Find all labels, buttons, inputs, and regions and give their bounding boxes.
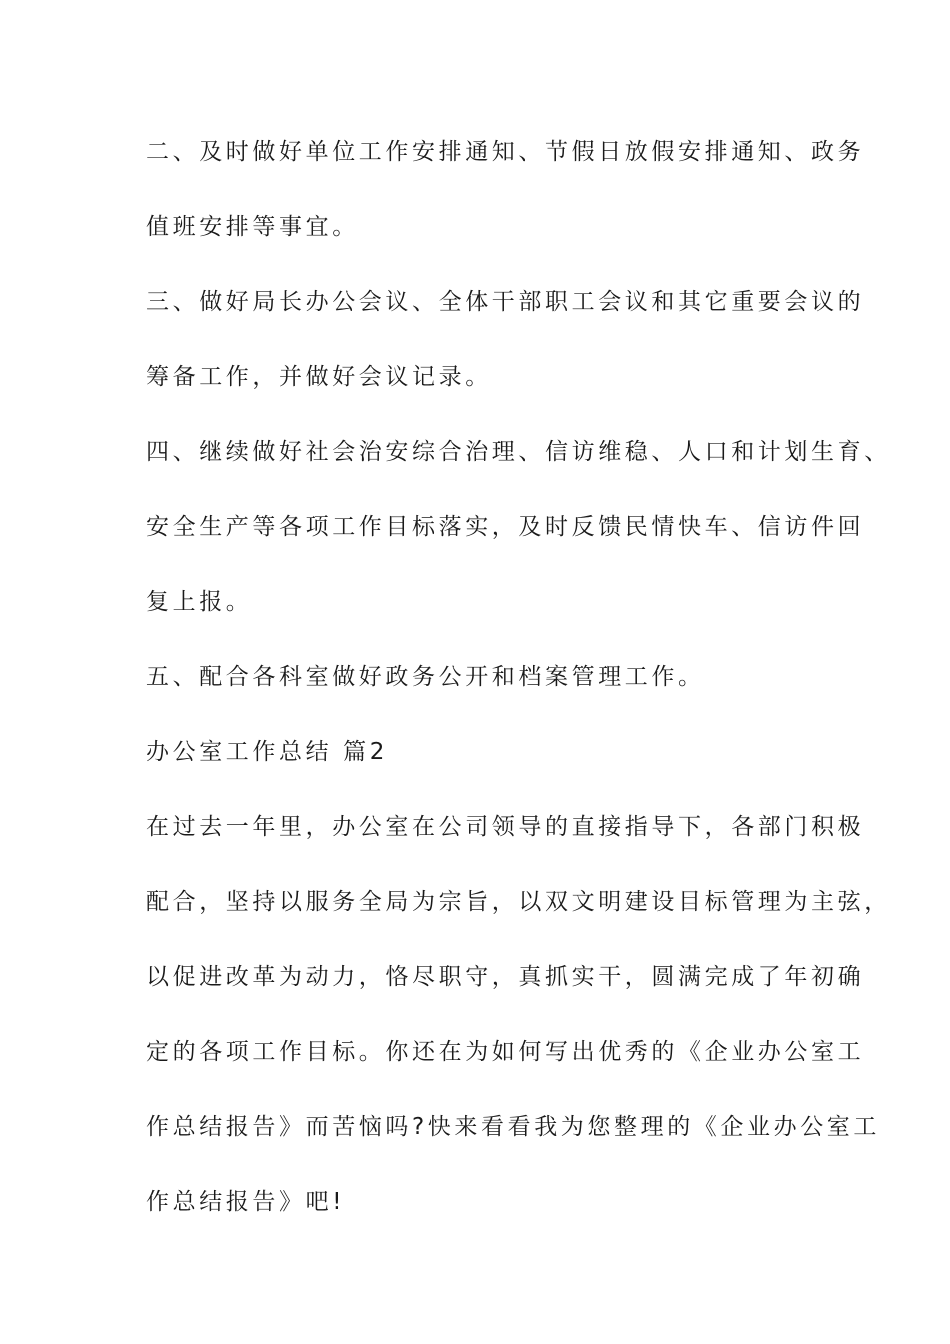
- body-paragraph-line-4: 定的各项工作目标。你还在为如何写出优秀的《企业办公室工: [146, 1039, 865, 1065]
- body-paragraph-line-5: 作总结报告》而苦恼吗?快来看看我为您整理的《企业办公室工: [146, 1114, 881, 1140]
- paragraph-5-line-1: 五、配合各科室做好政务公开和档案管理工作。: [146, 664, 705, 690]
- paragraph-2-line-1: 二、及时做好单位工作安排通知、节假日放假安排通知、政务: [146, 139, 865, 165]
- paragraph-4-line-3: 复上报。: [146, 589, 253, 615]
- body-paragraph-line-6: 作总结报告》吧!: [146, 1189, 346, 1215]
- body-paragraph-line-1: 在过去一年里，办公室在公司领导的直接指导下，各部门积极: [146, 814, 865, 840]
- body-paragraph-line-2: 配合，坚持以服务全局为宗旨，以双文明建设目标管理为主弦，: [146, 889, 891, 915]
- paragraph-3-line-2: 筹备工作，并做好会议记录。: [146, 364, 492, 390]
- paragraph-2-line-2: 值班安排等事宜。: [146, 214, 359, 240]
- paragraph-4-line-2: 安全生产等各项工作目标落实，及时反馈民情快车、信访件回: [146, 514, 865, 540]
- paragraph-4-line-1: 四、继续做好社会治安综合治理、信访维稳、人口和计划生育、: [146, 439, 891, 465]
- section-heading: 办公室工作总结 篇2: [146, 739, 388, 765]
- body-paragraph-line-3: 以促进改革为动力，恪尽职守，真抓实干，圆满完成了年初确: [146, 964, 865, 990]
- paragraph-3-line-1: 三、做好局长办公会议、全体干部职工会议和其它重要会议的: [146, 289, 865, 315]
